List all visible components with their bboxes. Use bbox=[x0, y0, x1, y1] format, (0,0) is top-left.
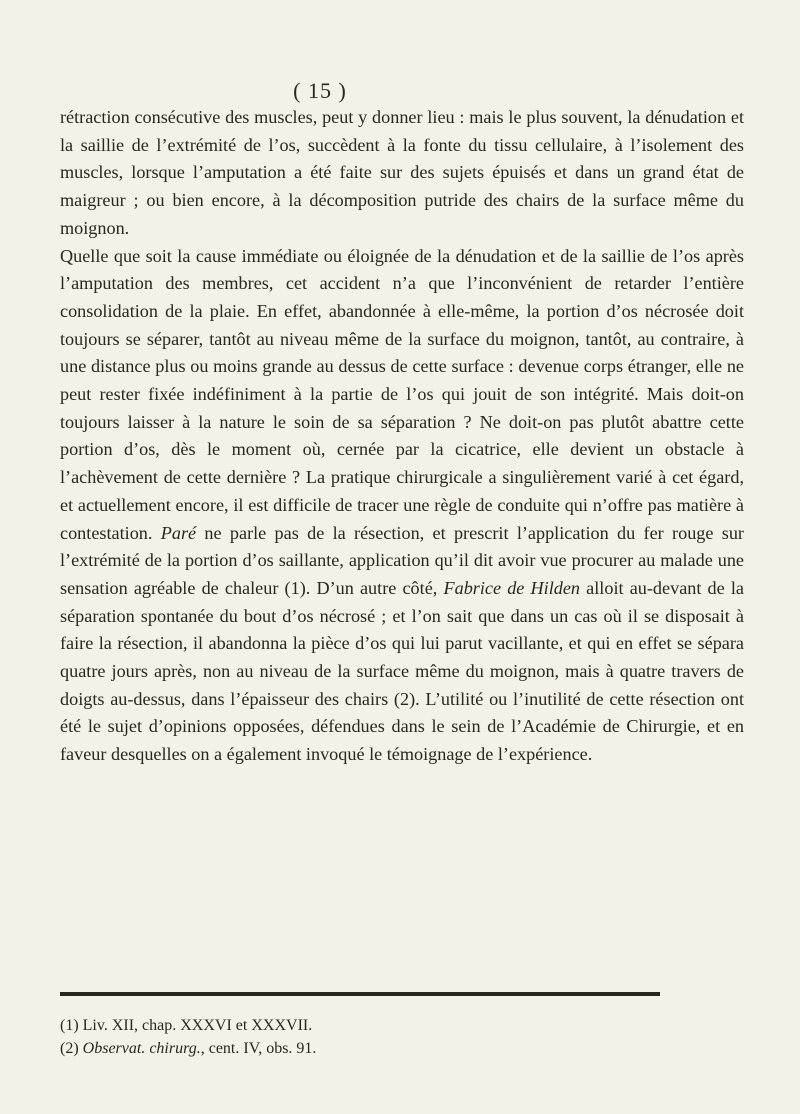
text-run: Quelle que soit la cause immédiate ou éloignée de la dénudation et de la saillie de l’os après l’amputation des membres, cet accident n’a que l’inconvénient de retarder l’entière consolidation de la plaie. En effet, abandonnée à elle-même, la portion d’os nécrosée doit toujours se séparer, tantôt au niveau même de la surface du moignon, tantôt, au contraire, à une distance plus ou moins grande au dessus de cette surface : devenue corps étranger, elle ne peut rester fixée indéfiniment à la partie de l’os qui jouit de son intégrité. Mais doit-on toujours laisser à la nature le soin de sa séparation ? Ne doit-on pas plutôt abattre cette portion d’os, dès le moment où, cernée par la cicatrice, elle devient un obstacle à l’achèvement de cette dernière ? La pratique chirurgicale a singulièrement varié à cet égard, et actuellement encore, il est difficile de tracer une règle de conduite qui n’offre pas matière à contestation. bbox=[60, 245, 744, 543]
text-run: ne parle pas de la résection, et prescrit l’application du fer rouge sur l’extrémité de la portion d’os saillante, application qu’il dit avoir vue procurer au malade une sensation agréable de chaleur (1). D’un autre côté, bbox=[60, 522, 744, 598]
italic-reference: Observat. chirurg. bbox=[82, 1040, 201, 1057]
text-run: rétraction consécutive des muscles, peut y donner lieu : mais le plus souvent, la dénudation et la saillie de l’extrémité de l’os, succèdent à la fonte du tissu cellulaire, à l’isolement des muscles, lorsque l’amputation a été faite sur des sujets épuisés et dans un grand état de maigreur ; ou bien encore, à la décomposition putride des chairs de la surface même du moignon. bbox=[60, 107, 744, 238]
italic-reference: Paré bbox=[160, 522, 197, 543]
footnote-divider bbox=[60, 992, 660, 996]
text-run: alloit au-devant de la séparation spontanée du bout d’os nécrosé ; et l’on sait que dans un cas où il se disposait à faire la résection, il abandonna la pièce d’os qui lui parut vacillante, et qui en effet se sépara quatre jours après, non au niveau de la surface même du moignon, mais à quatre travers de doigts au-dessus, dans l’épaisseur des chairs (2). L’utilité ou l’inutilité de cette résection ont été le sujet d’opinions opposées, défendues dans le sein de l’Académie de Chirurgie, et en faveur desquelles on a également invoqué le témoignage de l’expérience. bbox=[60, 577, 745, 765]
text-run: (1) Liv. XII, chap. XXXVI et XXXVII. bbox=[60, 1017, 313, 1034]
paragraph bbox=[60, 104, 744, 243]
footnote bbox=[60, 1014, 700, 1037]
body-text bbox=[60, 104, 744, 769]
footnote bbox=[60, 1037, 700, 1060]
italic-reference: Fabrice de Hilden bbox=[443, 577, 581, 598]
paragraph bbox=[60, 243, 744, 769]
footnotes bbox=[60, 1014, 700, 1060]
text-run: (2) bbox=[60, 1040, 83, 1057]
page-number: ( 15 ) bbox=[293, 78, 347, 103]
text-run: , cent. IV, obs. 91. bbox=[200, 1040, 317, 1057]
